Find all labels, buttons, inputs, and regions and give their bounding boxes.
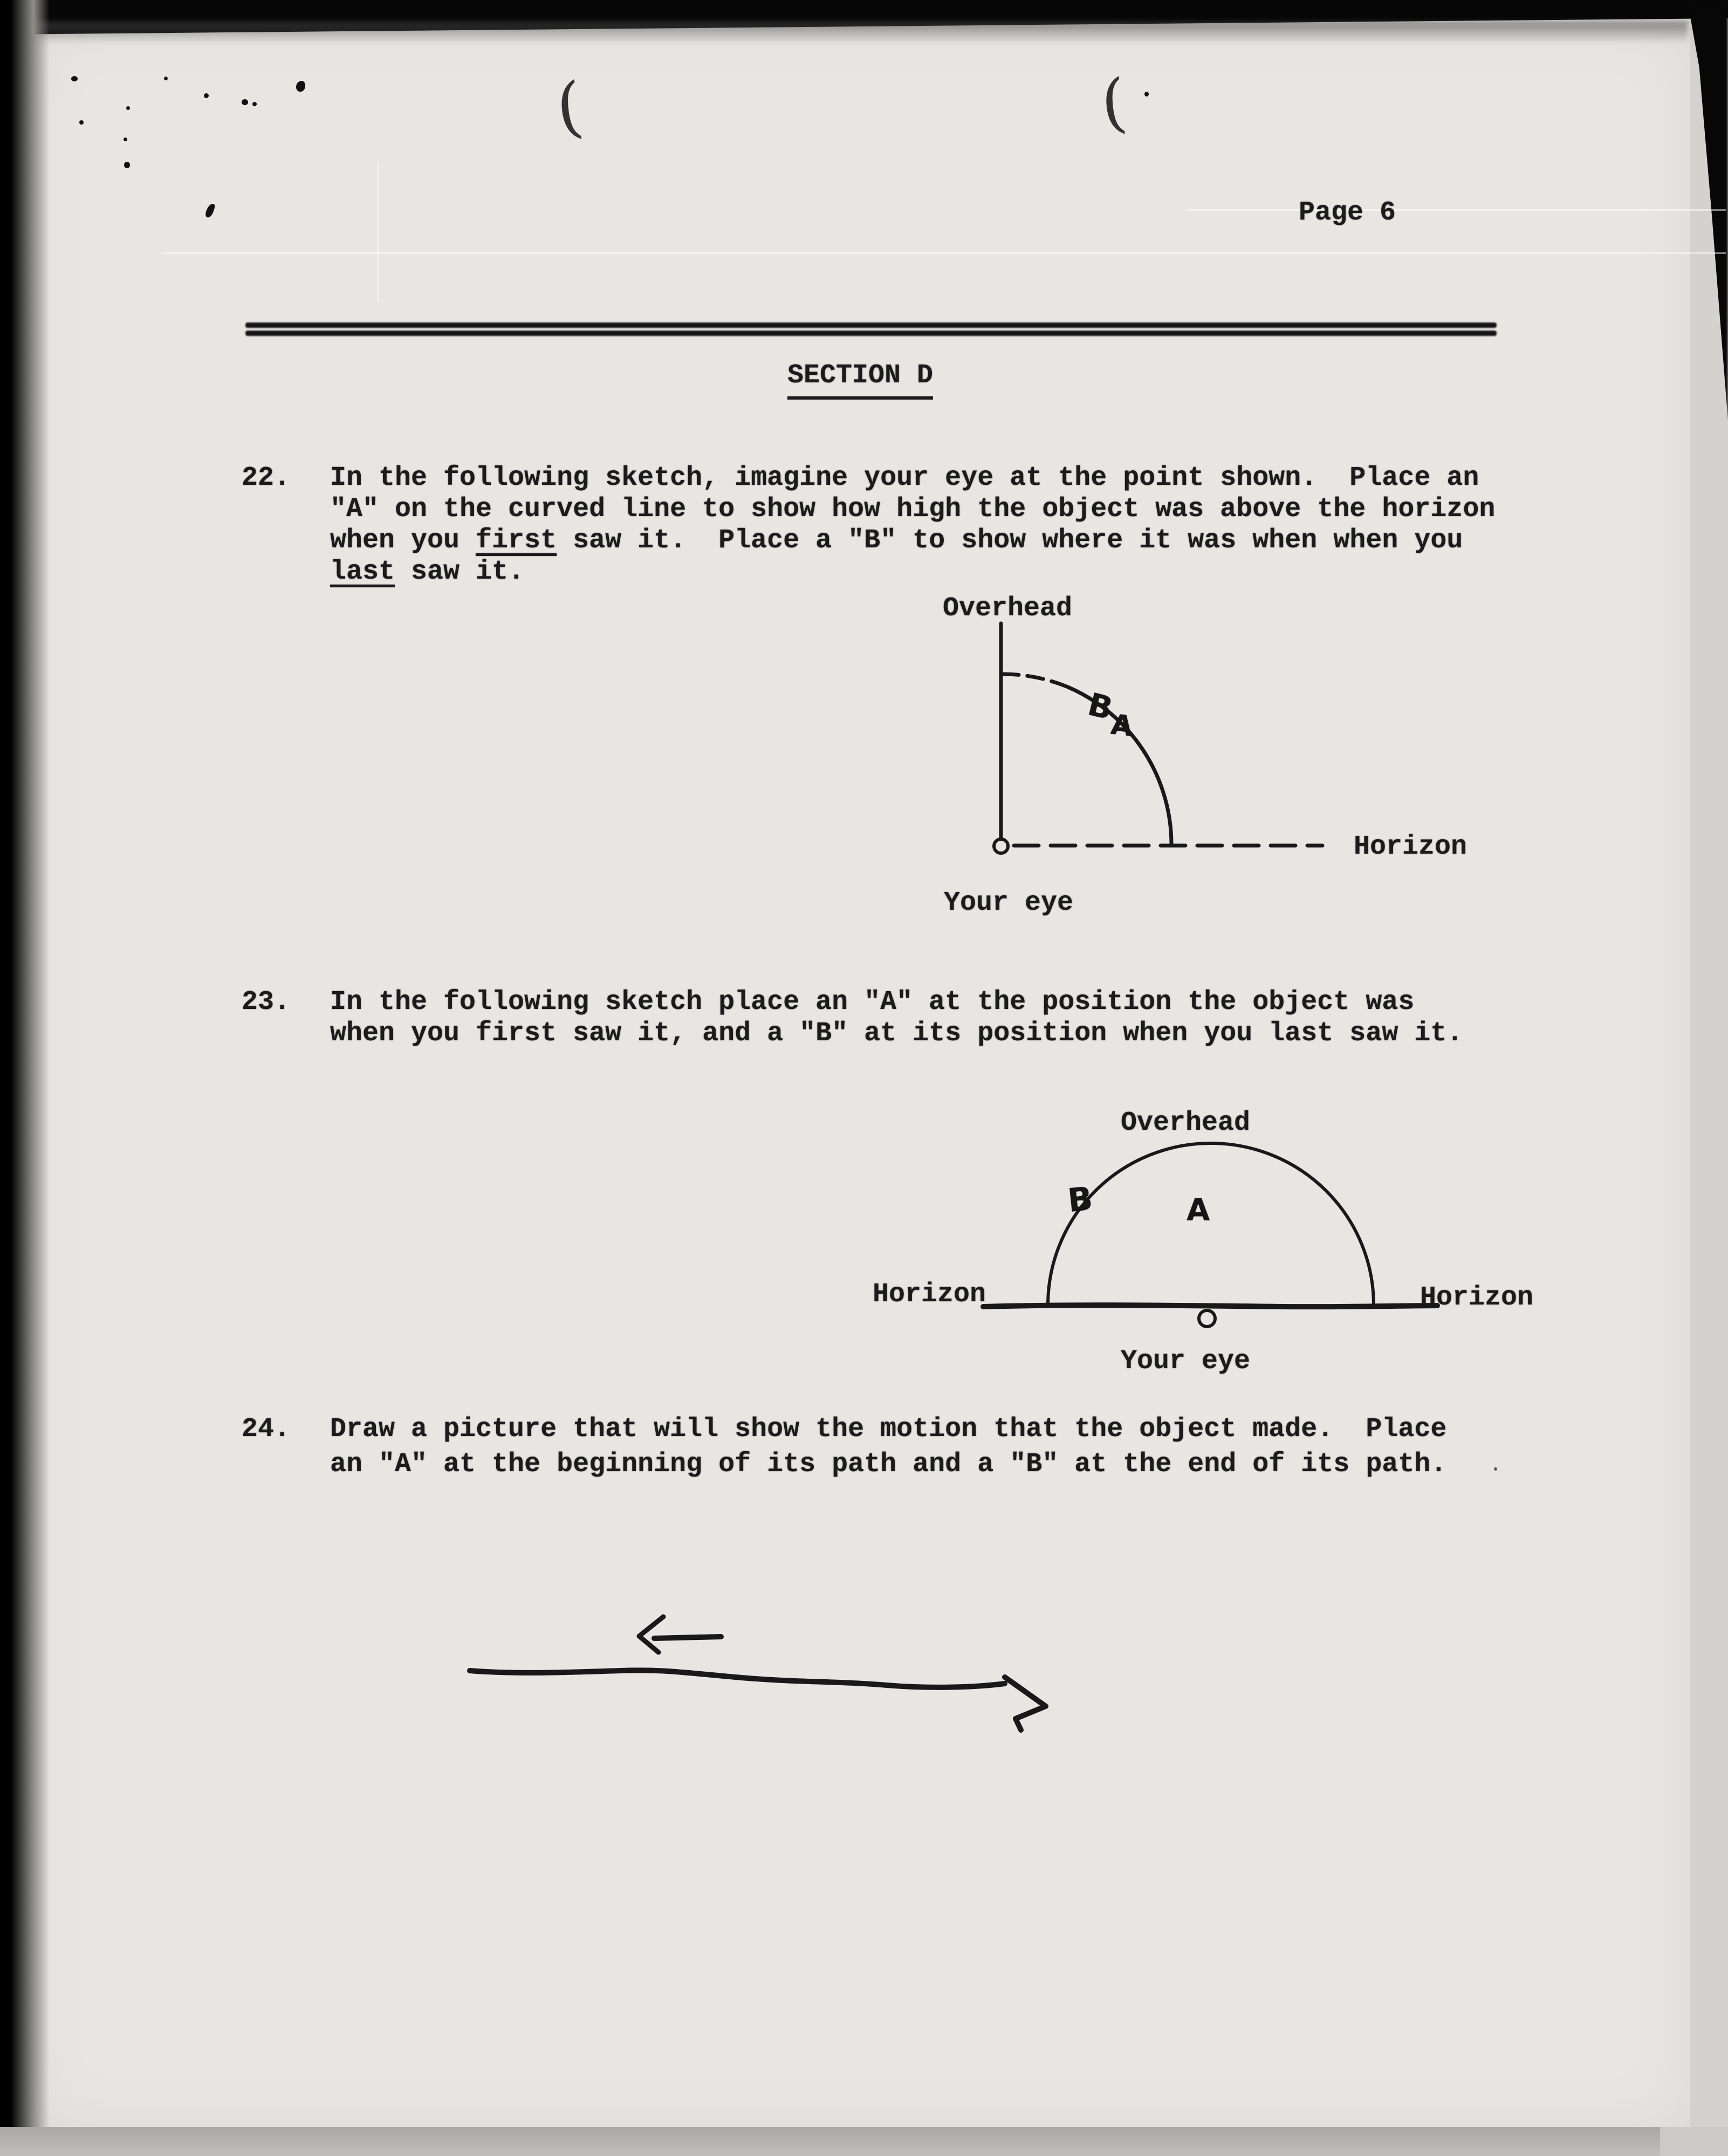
film-border-bottom [0, 2127, 1660, 2156]
dust-speck [1144, 92, 1149, 97]
sketch1-handwritten-mark-a: A [1109, 708, 1135, 744]
question-22-line4 [330, 557, 524, 588]
sketch2-horizon-left-label: Horizon [873, 1279, 986, 1310]
left-arrowhead [639, 1617, 663, 1652]
question-22-number: 22. [242, 463, 291, 493]
dust-speck [164, 77, 168, 80]
sketch1-handwritten-mark-b: B [1084, 685, 1116, 727]
dust-speck [124, 162, 130, 168]
dust-speck [124, 138, 127, 141]
film-registration-mark-right: ( [1097, 64, 1130, 142]
question-22-line1: In the following sketch, imagine your eye at the point shown. Place an [330, 463, 1479, 493]
question-23-line1: In the following sketch place an "A" at the position the object was [330, 987, 1415, 1018]
film-border-top-shadow [0, 22, 1688, 42]
question-22-word-first: first [476, 525, 557, 556]
film-border-left [0, 0, 50, 2156]
film-registration-mark-left: ( [552, 67, 587, 147]
dust-speck [71, 76, 78, 81]
sketch-motion-path-drawing [431, 1591, 1133, 1780]
sketch-sky-dome [836, 1100, 1591, 1381]
question-22-line3-pre: when you [330, 525, 476, 556]
sketch2-your-eye-label: Your eye [1121, 1346, 1251, 1377]
sketch1-overhead-label: Overhead [943, 593, 1073, 624]
question-22-line2: "A" on the curved line to show how high the object was above the horizon [330, 494, 1496, 525]
question-24-line1: Draw a picture that will show the motion that the object made. Place [330, 1414, 1447, 1445]
motion-path-line [470, 1670, 1005, 1687]
film-scratch [162, 252, 1726, 254]
sketch2-overhead-label: Overhead [1121, 1108, 1251, 1138]
dust-speck [79, 120, 84, 125]
dust-speck [204, 93, 209, 98]
left-arrow-shaft [654, 1637, 721, 1638]
film-scratch [1187, 209, 1726, 211]
sketch1-horizon-label: Horizon [1354, 832, 1468, 862]
question-22-line4-post: saw it. [395, 557, 525, 587]
dome-arc [1048, 1143, 1374, 1305]
question-22-line3-post: saw it. Place a "B" to show where it was when when you [557, 525, 1463, 556]
page-number: Page 6 [1299, 197, 1396, 228]
horizon-line [983, 1305, 1437, 1307]
question-22-line3 [330, 525, 1463, 557]
elevation-arc-dashed [1003, 674, 1068, 687]
paper-sheet [31, 24, 1690, 2128]
dust-speck [1494, 1467, 1497, 1471]
eye-point-circle [1199, 1310, 1215, 1327]
dust-speck [126, 106, 130, 110]
sketch1-your-eye-label: Your eye [944, 888, 1074, 918]
question-22-word-last: last [330, 557, 395, 587]
question-24-number: 24. [242, 1414, 291, 1445]
question-23-line2: when you first saw it, and a "B" at its position when you last saw it. [330, 1018, 1463, 1049]
sketch2-horizon-right-label: Horizon [1420, 1282, 1534, 1313]
divider-rule-bottom [245, 331, 1497, 336]
question-24-line2: an "A" at the beginning of its path and a "B" at the end of its path. [330, 1449, 1447, 1480]
dust-speck [252, 102, 257, 106]
eye-point-circle [994, 839, 1008, 853]
film-border-bottom-right [1660, 2127, 1728, 2156]
film-scratch [378, 162, 379, 302]
section-heading: SECTION D [787, 360, 933, 400]
divider-rule-top [245, 322, 1497, 328]
sketch2-handwritten-mark-b: B [1066, 1179, 1095, 1220]
dust-speck [242, 99, 248, 105]
question-23-number: 23. [242, 987, 291, 1018]
sketch2-handwritten-mark-a: A [1187, 1193, 1210, 1228]
path-end-hook [1005, 1677, 1046, 1730]
